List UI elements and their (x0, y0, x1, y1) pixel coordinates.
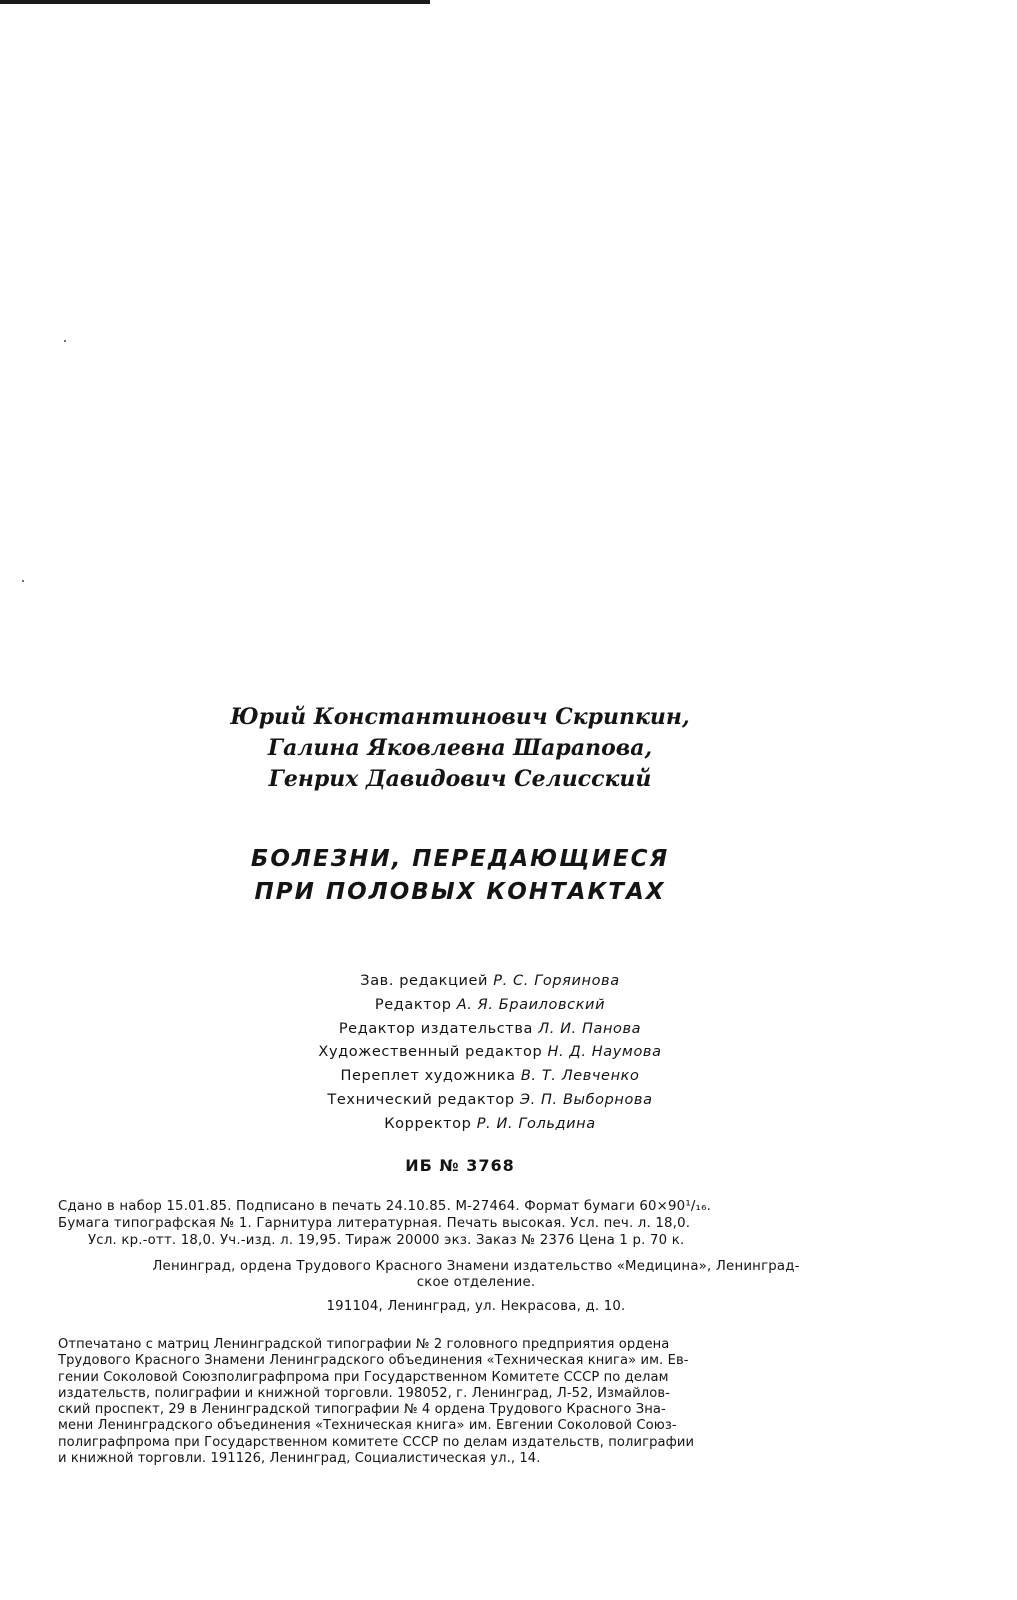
credit-role: Корректор (384, 1115, 472, 1132)
publisher-line: Ленинград, ордена Трудового Красного Знамени издательство «Медицина», Ленинград- (152, 1259, 800, 1274)
credit-line (240, 1018, 740, 1042)
printing-line: мени Ленинградского объединения «Техническая книга» им. Евгении Соколовой Союз- (58, 1418, 677, 1434)
credit-name: Л. И. Панова (538, 1020, 642, 1037)
imprint-line: Усл. кр.-отт. 18,0. Уч.-изд. л. 19,95. Тираж 20000 экз. Заказ № 2376 Цена 1 р. 70 к. (88, 1233, 685, 1248)
author-line: Генрих Давидович Селисский (268, 766, 652, 792)
publisher-line: ское отделение. (416, 1275, 536, 1290)
ib-number: ИБ № 3768 (405, 1156, 515, 1175)
credit-name: В. Т. Левченко (520, 1068, 640, 1085)
title-line: БОЛЕЗНИ, ПЕРЕДАЮЩИЕСЯ (250, 846, 670, 872)
credit-name: Н. Д. Наумова (547, 1044, 662, 1061)
printing-line: гении Соколовой Союзполиграфпрома при Государственном Комитете СССР по делам (58, 1369, 669, 1385)
publisher-address: 191104, Ленинград, ул. Некрасова, д. 10. (326, 1299, 626, 1314)
printing-line: полиграфпрома при Государственном комитете СССР по делам издательств, полиграфии (58, 1434, 695, 1450)
title-line: ПРИ ПОЛОВЫХ КОНТАКТАХ (254, 879, 666, 905)
credit-line (240, 1089, 740, 1113)
printing-line: ский проспект, 29 в Ленинградской типографии № 4 ордена Трудового Красного Зна- (58, 1402, 666, 1418)
credits-block (240, 970, 740, 1137)
credit-role: Художественный редактор (318, 1044, 543, 1061)
printing-line: Отпечатано с матриц Ленинградской типографии № 2 головного предприятия ордена (58, 1337, 670, 1352)
author-line: Галина Яковлевна Шарапова, (267, 735, 653, 761)
author-line: Юрий Константинович Скрипкин, (230, 704, 690, 730)
credit-line (240, 1113, 740, 1137)
credit-role: Технический редактор (327, 1091, 515, 1108)
authors-block (230, 702, 690, 795)
credit-name: А. Я. Браиловский (456, 996, 606, 1013)
credit-role: Редактор (374, 996, 452, 1013)
printing-line: и книжной торговли. 191126, Ленинград, Социалистическая ул., 14. (58, 1451, 541, 1467)
credit-line (240, 970, 740, 994)
imprint-block (58, 1198, 894, 1249)
credit-line (240, 994, 740, 1018)
credit-role: Зав. редакцией (360, 973, 489, 989)
credit-name: Р. С. Горяинова (493, 973, 620, 989)
publisher-block (58, 1259, 894, 1315)
printing-house-block (58, 1337, 894, 1467)
book-title (180, 843, 740, 909)
credit-name: Э. П. Выборнова (519, 1091, 653, 1108)
credit-role: Переплет художника (340, 1068, 516, 1085)
imprint-line: Бумага типографская № 1. Гарнитура литературная. Печать высокая. Усл. печ. л. 18,0. (58, 1216, 691, 1231)
printing-line: Трудового Красного Знамени Ленинградского объединения «Техническая книга» им. Ев- (58, 1353, 689, 1369)
credit-role: Редактор издательства (338, 1020, 533, 1037)
credit-name: Р. И. Гольдина (476, 1115, 596, 1132)
top-page-rule (0, 0, 430, 4)
scan-speck (22, 580, 24, 582)
scan-speck (64, 340, 66, 342)
credit-line (240, 1041, 740, 1065)
imprint-line: Сдано в набор 15.01.85. Подписано в печать 24.10.85. М-27464. Формат бумаги 60×90¹/₁₆. (58, 1199, 712, 1214)
credit-line (240, 1065, 740, 1089)
printing-line: издательств, полиграфии и книжной торговли. 198052, г. Ленинград, Л-52, Измайлов- (58, 1385, 670, 1401)
